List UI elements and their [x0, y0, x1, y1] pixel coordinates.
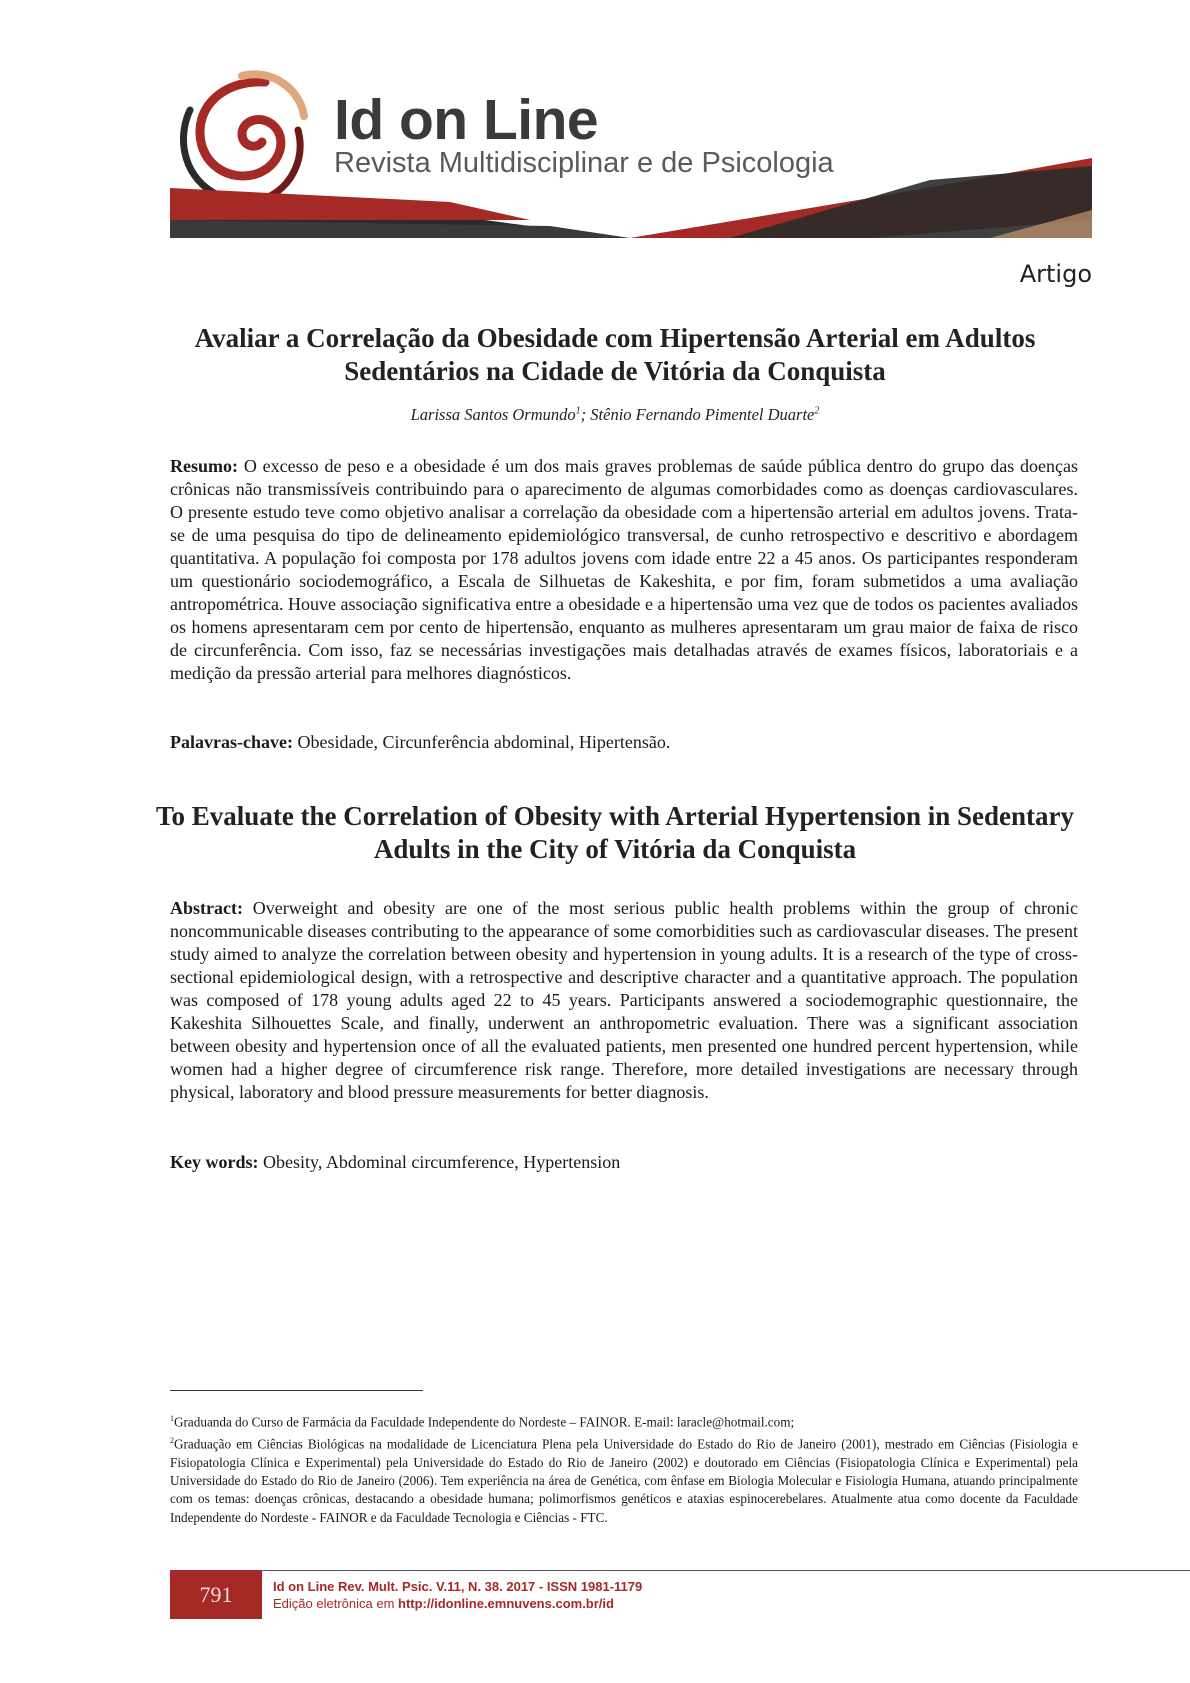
footer-journal-line: Id on Line Rev. Mult. Psic. V.11, N. 38. 2017 - ISSN 1981-1179 — [273, 1579, 643, 1594]
abstract-text: Overweight and obesity are one of the most serious public health problems within the group of chronic noncommunicable diseases contributing to the appearance of some comorbidities such as cardiovascular diseases. The present study aimed to analyze the correlation between obesity and hypertension in young adults. It is a research of the type of cross-sectional epidemiological design, with a retrospective and descriptive character and a quantitative approach. The population was composed of 178 young adults aged 22 to 45 years. Participants answered a sociodemographic questionnaire, the Kakeshita Silhouettes Scale, and finally, underwent an anthropometric evaluation. There was a significant association between obesity and hypertension once of all the evaluated patients, men presented one hundred percent hypertension, while women had a higher degree of circumference risk range. Therefore, more detailed investigations are necessary through physical, laboratory and blood pressure measurements for better diagnosis. — [170, 898, 1078, 1102]
footnote-2 — [170, 1432, 1078, 1527]
keywords-label: Key words: — [170, 1152, 259, 1172]
page-number-badge — [170, 1570, 262, 1619]
footer-citation — [273, 1578, 642, 1612]
title-english: To Evaluate the Correlation of Obesity with Arterial Hypertension in Sedentary Adults in the City of Vitória da Conquista — [156, 801, 1074, 864]
palavras-chave-text: Obesidade, Circunferência abdominal, Hipertensão. — [297, 732, 671, 752]
abstract-label: Abstract: — [170, 898, 243, 918]
footnote-1 — [170, 1410, 1078, 1432]
journal-title: Id on Line — [334, 88, 599, 152]
footnote-1-mark: 1 — [170, 1414, 174, 1423]
keywords-paragraph — [170, 1151, 1078, 1174]
page-number: 791 — [199, 1581, 233, 1607]
journal-subtitle: Revista Multidisciplinar e de Psicologia — [334, 147, 834, 179]
palavras-chave-paragraph — [170, 731, 1078, 754]
resumo-paragraph — [170, 455, 1078, 685]
footer-edition-line — [273, 1595, 642, 1612]
palavras-chave-label: Palavras-chave: — [170, 732, 293, 752]
footer-edition-label: Edição eletrônica em — [273, 1596, 399, 1611]
abstract-paragraph — [170, 897, 1078, 1104]
title-portuguese: Avaliar a Correlação da Obesidade com Hipertensão Arterial em Adultos Sedentários na Cidade de Vitória da Conquista — [194, 323, 1036, 386]
footnote-mark-1[interactable]: 1 — [575, 405, 581, 417]
spiral-logo-icon — [183, 74, 304, 198]
footnote-2-text: Graduação em Ciências Biológicas na modalidade de Licenciatura Plena pela Universidade do Estado do Rio de Janeiro (2001), mestrado em Ciências (Fisiologia e Fisiopatologia Clínica e Experimental) pela Universidade do Estado do Rio de Janeiro (2002) e doutorado em Ciências (Fisiopatologia Clínica e Experimental) pela Universidade do Estado do Rio de Janeiro (2006). Tem experiência na área de Genética, com ênfase em Biologia Molecular e Fisiologia Humana, atuando principalmente com os temas: doenças crônicas, destacando a obesidade humana; polimorfismos genéticos e ataxias espinocerebelares. Atualmente atua como docente da Faculdade Independente do Nordeste - FAINOR e da Faculdade Tecnologia e Ciências - FTC. — [170, 1436, 1078, 1525]
footnote-divider — [170, 1390, 423, 1391]
keywords-text: Obesity, Abdominal circumference, Hypertension — [263, 1152, 621, 1172]
banner-red-band-left — [170, 188, 530, 220]
journal-header — [170, 70, 1092, 238]
resumo-text: O excesso de peso e a obesidade é um dos mais graves problemas de saúde pública dentro do grupo das doenças crônicas não transmissíveis contribuindo para o aparecimento de algumas comorbidades como as doenças cardiovasculares. O presente estudo teve como objetivo analisar a correlação da obesidade com a hipertensão arterial em adultos jovens. Trata-se de uma pesquisa do tipo de delineamento epidemiológico transversal, de cunho retrospectivo e descritivo e abordagem quantitativa. A população foi composta por 178 adultos jovens com idade entre 22 a 45 anos. Os participantes responderam um questionário sociodemográfico, a Escala de Silhuetas de Kakeshita, e por fim, foram submetidos a uma avaliação antropométrica. Houve associação significativa entre a obesidade e a hipertensão uma vez que de todos os pacientes avaliados os homens apresentaram cem por cento de hipertensão, enquanto as mulheres apresentaram um grau maior de faixa de risco de circunferência. Com isso, faz se necessárias investigações mais detalhadas através de exames físicos, laboratoriais e a medição da pressão arterial para melhores diagnósticos. — [170, 456, 1079, 683]
resumo-label: Resumo: — [170, 456, 238, 476]
author-2: Stênio Fernando Pimentel Duarte — [590, 405, 815, 424]
authors-line — [140, 405, 1090, 425]
article-type-label: Artigo — [1019, 260, 1092, 288]
footnote-mark-2[interactable]: 2 — [814, 405, 820, 417]
footnote-1-text: Graduanda do Curso de Farmácia da Faculdade Independente do Nordeste – FAINOR. E-mail: laracle@hotmail.com; — [174, 1414, 795, 1430]
footer-rule — [262, 1570, 1190, 1571]
footnote-2-mark: 2 — [170, 1435, 174, 1445]
footnotes — [170, 1410, 1078, 1527]
author-1: Larissa Santos Ormundo — [410, 405, 576, 424]
author-separator: ; — [580, 405, 591, 424]
footer-edition-link[interactable]: http://idonline.emnuvens.com.br/id — [398, 1596, 614, 1611]
